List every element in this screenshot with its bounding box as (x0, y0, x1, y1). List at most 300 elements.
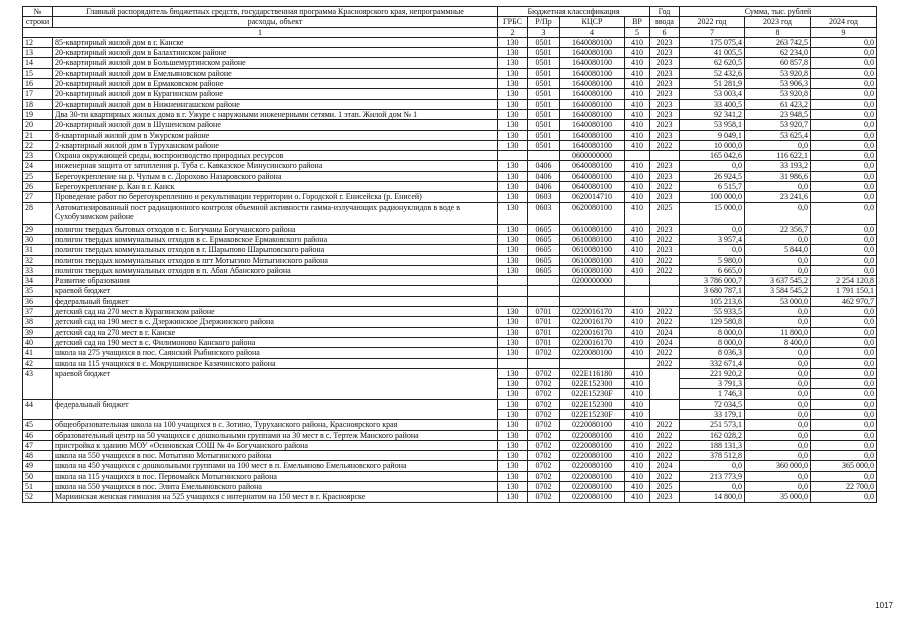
row-kcsr: 022E152300 (560, 379, 625, 389)
row-sum-2022: 33 400,5 (680, 99, 745, 109)
row-sum-2023: 0,0 (745, 368, 811, 378)
table-row (23, 461, 877, 471)
row-grbs: 130 (498, 182, 528, 192)
row-rpr: 0501 (528, 37, 560, 47)
num-6: 6 (650, 27, 680, 37)
table-row (23, 327, 877, 337)
row-kcsr: 0220080100 (560, 420, 625, 430)
table-row (23, 89, 877, 99)
row-vr: 410 (625, 109, 650, 119)
row-sum-2024: 0,0 (811, 420, 877, 430)
row-sum-2022: 213 773,9 (680, 471, 745, 481)
row-grbs: 130 (498, 317, 528, 327)
row-grbs: 130 (498, 99, 528, 109)
row-grbs: 130 (498, 255, 528, 265)
row-name: инженерная защита от затопления р. Туба с. Кавказское Минусинского района (53, 161, 498, 171)
row-vr: 410 (625, 130, 650, 140)
row-vr: 410 (625, 461, 650, 471)
table-row (23, 296, 877, 306)
row-year: 2022 (650, 307, 680, 317)
row-sum-2023: 53 920,7 (745, 120, 811, 130)
row-sum-2022: 0,0 (680, 245, 745, 255)
row-vr: 410 (625, 58, 650, 68)
row-number: 28 (23, 202, 53, 224)
row-rpr: 0701 (528, 337, 560, 347)
row-sum-2023: 33 193,2 (745, 161, 811, 171)
row-name: общеобразовательная школа на 100 учащихся в с. Зотино, Туруханского района, Красноярского края (53, 420, 498, 430)
row-name: полигон твердых коммунальных отходов в с. Ермаковское Ермаковского района (53, 234, 498, 244)
row-sum-2022: 53 958,1 (680, 120, 745, 130)
row-sum-2024: 0,0 (811, 151, 877, 161)
row-year: 2024 (650, 327, 680, 337)
table-row (23, 234, 877, 244)
row-kcsr: 0610080100 (560, 255, 625, 265)
row-grbs: 130 (498, 245, 528, 255)
row-sum-2022: 3 680 787,1 (680, 286, 745, 296)
row-sum-2023: 0,0 (745, 358, 811, 368)
row-sum-2023: 0,0 (745, 430, 811, 440)
row-sum-2024: 0,0 (811, 409, 877, 419)
row-grbs: 130 (498, 440, 528, 450)
row-year: 2022 (650, 430, 680, 440)
table-row (23, 440, 877, 450)
row-year: 2025 (650, 202, 680, 224)
row-vr (625, 286, 650, 296)
row-grbs: 130 (498, 68, 528, 78)
row-name: школа на 275 учащихся в пос. Саянский Рыбинского района (53, 348, 498, 358)
row-number: 31 (23, 245, 53, 255)
row-grbs (498, 276, 528, 286)
row-vr: 410 (625, 245, 650, 255)
row-kcsr (560, 296, 625, 306)
row-vr: 410 (625, 348, 650, 358)
table-row (23, 276, 877, 286)
row-name: 85-квартирный жилой дом в г. Канске (53, 37, 498, 47)
row-sum-2024: 0,0 (811, 79, 877, 89)
row-sum-2023: 0,0 (745, 409, 811, 419)
row-rpr: 0605 (528, 245, 560, 255)
row-vr (625, 358, 650, 368)
row-kcsr: 1640080100 (560, 99, 625, 109)
row-number: 22 (23, 140, 53, 150)
table-row (23, 99, 877, 109)
row-vr: 410 (625, 307, 650, 317)
row-sum-2022: 3 957,4 (680, 234, 745, 244)
row-grbs: 130 (498, 224, 528, 234)
row-rpr: 0702 (528, 389, 560, 399)
header-year-2: ввода (650, 17, 680, 27)
num-7: 7 (680, 27, 745, 37)
table-row (23, 245, 877, 255)
row-rpr: 0701 (528, 307, 560, 317)
row-vr: 410 (625, 140, 650, 150)
row-kcsr: 0620014710 (560, 192, 625, 202)
row-number: 44 (23, 399, 53, 420)
row-name: образовательный центр на 50 учащихся с дошкольными группами на 30 мест в с. Тертеж Манского района (53, 430, 498, 440)
row-kcsr: 0610080100 (560, 224, 625, 234)
row-name: полигон твердых коммунальных отходов в пгт Мотыгино Мотыгинского района (53, 255, 498, 265)
row-rpr: 0701 (528, 327, 560, 337)
row-rpr: 0501 (528, 109, 560, 119)
row-rpr: 0702 (528, 368, 560, 378)
table-row (23, 255, 877, 265)
row-kcsr: 1640080100 (560, 79, 625, 89)
row-kcsr: 1640080100 (560, 120, 625, 130)
row-sum-2023: 3 637 545,2 (745, 276, 811, 286)
row-kcsr: 022E15230F (560, 389, 625, 399)
row-sum-2024: 0,0 (811, 202, 877, 224)
row-sum-2023: 0,0 (745, 471, 811, 481)
row-year: 2023 (650, 245, 680, 255)
row-name: Проведение работ по берегоукреплению и рекультивации территории о. Городской г. Енисейска (р. Енисей) (53, 192, 498, 202)
row-number: 36 (23, 296, 53, 306)
row-sum-2022: 378 512,8 (680, 451, 745, 461)
row-grbs: 130 (498, 130, 528, 140)
row-vr: 410 (625, 202, 650, 224)
table-row (23, 130, 877, 140)
row-vr: 410 (625, 409, 650, 419)
header-2022: 2022 год (680, 17, 745, 27)
row-grbs: 130 (498, 265, 528, 275)
row-grbs: 130 (498, 140, 528, 150)
header-sum: Сумма, тыс. рублей (680, 7, 877, 17)
row-sum-2022: 8 000,0 (680, 337, 745, 347)
row-sum-2022: 14 800,0 (680, 492, 745, 502)
row-number: 38 (23, 317, 53, 327)
row-name: 20-квартирный жилой дом в Балахтинском районе (53, 48, 498, 58)
row-kcsr: 0640080100 (560, 161, 625, 171)
row-sum-2022: 332 671,4 (680, 358, 745, 368)
row-year: 2022 (650, 234, 680, 244)
row-grbs (498, 286, 528, 296)
budget-table (22, 6, 877, 503)
row-vr: 410 (625, 265, 650, 275)
row-name: детский сад на 270 мест в Курагинском районе (53, 307, 498, 317)
row-sum-2022: 3 791,3 (680, 379, 745, 389)
row-rpr (528, 276, 560, 286)
row-grbs: 130 (498, 58, 528, 68)
header-no-2: строки (23, 17, 53, 27)
row-year: 2022 (650, 348, 680, 358)
row-sum-2023: 0,0 (745, 255, 811, 265)
row-sum-2022: 105 213,6 (680, 296, 745, 306)
row-year: 2023 (650, 224, 680, 234)
row-rpr: 0406 (528, 171, 560, 181)
row-sum-2024: 22 700,0 (811, 482, 877, 492)
row-rpr (528, 286, 560, 296)
table-row (23, 79, 877, 89)
row-rpr: 0501 (528, 68, 560, 78)
row-sum-2022: 0,0 (680, 461, 745, 471)
row-sum-2024: 0,0 (811, 245, 877, 255)
row-number: 18 (23, 99, 53, 109)
row-kcsr: 0640080100 (560, 182, 625, 192)
row-sum-2022: 41 005,5 (680, 48, 745, 58)
row-year: 2025 (650, 482, 680, 492)
row-number: 17 (23, 89, 53, 99)
row-number: 19 (23, 109, 53, 119)
row-rpr: 0406 (528, 182, 560, 192)
row-sum-2023: 53 906,3 (745, 79, 811, 89)
row-number: 32 (23, 255, 53, 265)
row-sum-2023: 0,0 (745, 265, 811, 275)
row-vr: 410 (625, 224, 650, 234)
row-kcsr: 0220080100 (560, 348, 625, 358)
row-sum-2024: 0,0 (811, 265, 877, 275)
row-rpr (528, 296, 560, 306)
row-vr: 410 (625, 327, 650, 337)
row-rpr: 0702 (528, 348, 560, 358)
row-number: 41 (23, 348, 53, 358)
row-kcsr: 1640080100 (560, 109, 625, 119)
row-sum-2022: 15 000,0 (680, 202, 745, 224)
row-rpr: 0501 (528, 120, 560, 130)
row-vr: 410 (625, 368, 650, 378)
row-year: 2022 (650, 471, 680, 481)
row-sum-2023: 0,0 (745, 234, 811, 244)
row-sum-2023: 0,0 (745, 399, 811, 409)
row-sum-2024: 0,0 (811, 317, 877, 327)
row-rpr: 0702 (528, 461, 560, 471)
table-row (23, 151, 877, 161)
row-rpr: 0702 (528, 420, 560, 430)
row-grbs: 130 (498, 307, 528, 317)
row-number: 48 (23, 451, 53, 461)
table-row (23, 337, 877, 347)
row-grbs: 130 (498, 79, 528, 89)
row-number: 49 (23, 461, 53, 471)
row-kcsr (560, 358, 625, 368)
row-sum-2023: 23 241,6 (745, 192, 811, 202)
row-kcsr: 0220016170 (560, 327, 625, 337)
row-name: полигон твердых коммунальных отходов в г. Шарыпово Шарыповского района (53, 245, 498, 255)
row-sum-2023: 0,0 (745, 307, 811, 317)
row-sum-2024: 0,0 (811, 192, 877, 202)
row-name: Два 30-ти квартирных жилых дома в г. Ужуре с наружными инженерными сетями. 1 этап. Жилой дом № 1 (53, 109, 498, 119)
row-sum-2022: 26 924,5 (680, 171, 745, 181)
row-sum-2022: 10 000,0 (680, 140, 745, 150)
row-kcsr: 0220080100 (560, 430, 625, 440)
row-name: детский сад на 270 мест в г. Канске (53, 327, 498, 337)
row-name: Охрана окружающей среды, воспроизводство природных ресурсов (53, 151, 498, 161)
row-name: 8-квартирный жилой дом в Ужурском районе (53, 130, 498, 140)
row-number: 16 (23, 79, 53, 89)
row-sum-2022: 6 515,7 (680, 182, 745, 192)
row-year: 2023 (650, 120, 680, 130)
row-year: 2023 (650, 89, 680, 99)
row-sum-2023: 31 986,6 (745, 171, 811, 181)
row-vr: 410 (625, 451, 650, 461)
row-rpr: 0501 (528, 99, 560, 109)
row-sum-2022: 251 573,1 (680, 420, 745, 430)
row-sum-2024: 0,0 (811, 492, 877, 502)
table-row (23, 37, 877, 47)
row-grbs: 130 (498, 379, 528, 389)
row-name: 20-квартирный жилой дом в Нижнеингашском районе (53, 99, 498, 109)
header-grbs: ГРБС (498, 17, 528, 27)
row-sum-2023: 60 857,8 (745, 58, 811, 68)
header-name-2: расходы, объект (53, 17, 498, 27)
row-year: 2024 (650, 461, 680, 471)
row-sum-2024: 0,0 (811, 109, 877, 119)
row-vr: 410 (625, 440, 650, 450)
row-name: 20-квартирный жилой дом в Курагинском районе (53, 89, 498, 99)
row-sum-2022: 8 000,0 (680, 327, 745, 337)
row-name: федеральный бюджет (53, 399, 498, 420)
row-kcsr: 0220080100 (560, 451, 625, 461)
row-rpr: 0605 (528, 234, 560, 244)
row-year (650, 399, 680, 420)
row-kcsr: 1640080100 (560, 58, 625, 68)
row-name: полигон твердых коммунальных отходов в п. Абан Абанского района (53, 265, 498, 275)
row-grbs: 130 (498, 492, 528, 502)
row-rpr: 0701 (528, 317, 560, 327)
row-sum-2022: 8 036,3 (680, 348, 745, 358)
row-number: 23 (23, 151, 53, 161)
row-kcsr: 1640080100 (560, 68, 625, 78)
row-rpr: 0702 (528, 440, 560, 450)
row-name: краевой бюджет (53, 368, 498, 399)
row-rpr: 0501 (528, 140, 560, 150)
row-name: школа на 450 учащихся с дошкольными группами на 100 мест в п. Емельяново Емельяновского района (53, 461, 498, 471)
row-number: 21 (23, 130, 53, 140)
row-sum-2024: 0,0 (811, 471, 877, 481)
row-grbs: 130 (498, 399, 528, 409)
header-name: Главный распорядитель бюджетных средств, государственная программа Красноярского края, непрограммные (53, 7, 498, 17)
row-kcsr: 0220016170 (560, 337, 625, 347)
row-vr: 410 (625, 234, 650, 244)
row-sum-2024: 0,0 (811, 337, 877, 347)
row-vr: 410 (625, 317, 650, 327)
table-row (23, 224, 877, 234)
row-year: 2022 (650, 317, 680, 327)
row-year (650, 286, 680, 296)
row-year: 2023 (650, 58, 680, 68)
row-sum-2022: 100 000,0 (680, 192, 745, 202)
row-sum-2024: 1 791 150,1 (811, 286, 877, 296)
table-row (23, 140, 877, 150)
row-sum-2024: 0,0 (811, 224, 877, 234)
row-vr: 410 (625, 420, 650, 430)
row-kcsr: 022E152300 (560, 399, 625, 409)
row-sum-2024: 0,0 (811, 58, 877, 68)
row-sum-2022: 52 432,6 (680, 68, 745, 78)
row-year: 2023 (650, 99, 680, 109)
row-year: 2023 (650, 68, 680, 78)
row-grbs: 130 (498, 234, 528, 244)
header-numbers (23, 27, 877, 37)
row-grbs: 130 (498, 337, 528, 347)
row-vr: 410 (625, 255, 650, 265)
row-sum-2023: 0,0 (745, 379, 811, 389)
row-rpr: 0702 (528, 379, 560, 389)
table-row (23, 58, 877, 68)
row-number: 40 (23, 337, 53, 347)
row-sum-2023: 0,0 (745, 317, 811, 327)
table-row (23, 307, 877, 317)
table-row (23, 202, 877, 224)
row-sum-2022: 221 920,2 (680, 368, 745, 378)
row-rpr: 0501 (528, 130, 560, 140)
row-year: 2022 (650, 255, 680, 265)
row-number: 34 (23, 276, 53, 286)
row-year: 2023 (650, 192, 680, 202)
row-vr: 410 (625, 471, 650, 481)
num-9: 9 (811, 27, 877, 37)
row-grbs (498, 296, 528, 306)
row-sum-2024: 0,0 (811, 255, 877, 265)
row-number: 29 (23, 224, 53, 234)
row-rpr: 0501 (528, 79, 560, 89)
row-sum-2023: 0,0 (745, 420, 811, 430)
table-row (23, 471, 877, 481)
row-grbs: 130 (498, 389, 528, 399)
row-vr: 410 (625, 37, 650, 47)
row-year: 2023 (650, 79, 680, 89)
row-sum-2022: 55 933,5 (680, 307, 745, 317)
row-sum-2022: 188 131,3 (680, 440, 745, 450)
row-sum-2024: 0,0 (811, 399, 877, 409)
row-sum-2024: 0,0 (811, 348, 877, 358)
row-sum-2022: 175 075,4 (680, 37, 745, 47)
row-year: 2023 (650, 37, 680, 47)
row-sum-2023: 5 844,0 (745, 245, 811, 255)
table-row (23, 48, 877, 58)
row-vr: 410 (625, 192, 650, 202)
row-name: 2-квартирный жилой дом в Туруханском районе (53, 140, 498, 150)
row-kcsr: 0220080100 (560, 471, 625, 481)
row-kcsr: 0640080100 (560, 171, 625, 181)
row-kcsr: 1640080100 (560, 89, 625, 99)
row-sum-2022: 0,0 (680, 224, 745, 234)
row-kcsr: 0220016170 (560, 307, 625, 317)
row-sum-2024: 0,0 (811, 440, 877, 450)
row-grbs: 130 (498, 471, 528, 481)
row-name: Автоматизированный пост радиационного контроля объемной активности гамма-излучающих радионуклидов в воде в Сухобузимском районе (53, 202, 498, 224)
row-number: 35 (23, 286, 53, 296)
row-kcsr: 0200000000 (560, 276, 625, 286)
row-number: 50 (23, 471, 53, 481)
row-rpr (528, 151, 560, 161)
row-number: 46 (23, 430, 53, 440)
row-kcsr: 022E116180 (560, 368, 625, 378)
row-year: 2023 (650, 171, 680, 181)
row-sum-2022: 33 179,1 (680, 409, 745, 419)
num-4: 4 (560, 27, 625, 37)
row-sum-2024: 2 254 120,8 (811, 276, 877, 286)
row-number: 26 (23, 182, 53, 192)
row-sum-2022: 162 028,2 (680, 430, 745, 440)
row-grbs: 130 (498, 430, 528, 440)
row-number: 39 (23, 327, 53, 337)
row-year: 2023 (650, 109, 680, 119)
row-number: 20 (23, 120, 53, 130)
row-sum-2024: 0,0 (811, 120, 877, 130)
row-sum-2023: 360 000,0 (745, 461, 811, 471)
row-rpr: 0501 (528, 89, 560, 99)
row-name: полигон твердых бытовых отходов в с. Богучаны Богучанского района (53, 224, 498, 234)
row-grbs: 130 (498, 368, 528, 378)
table-row (23, 399, 877, 409)
row-kcsr: 0220080100 (560, 461, 625, 471)
table-row (23, 317, 877, 327)
row-sum-2022: 9 049,1 (680, 130, 745, 140)
row-grbs: 130 (498, 109, 528, 119)
row-vr: 410 (625, 48, 650, 58)
row-sum-2024: 365 000,0 (811, 461, 877, 471)
row-kcsr: 1640080100 (560, 37, 625, 47)
row-sum-2022: 129 580,8 (680, 317, 745, 327)
